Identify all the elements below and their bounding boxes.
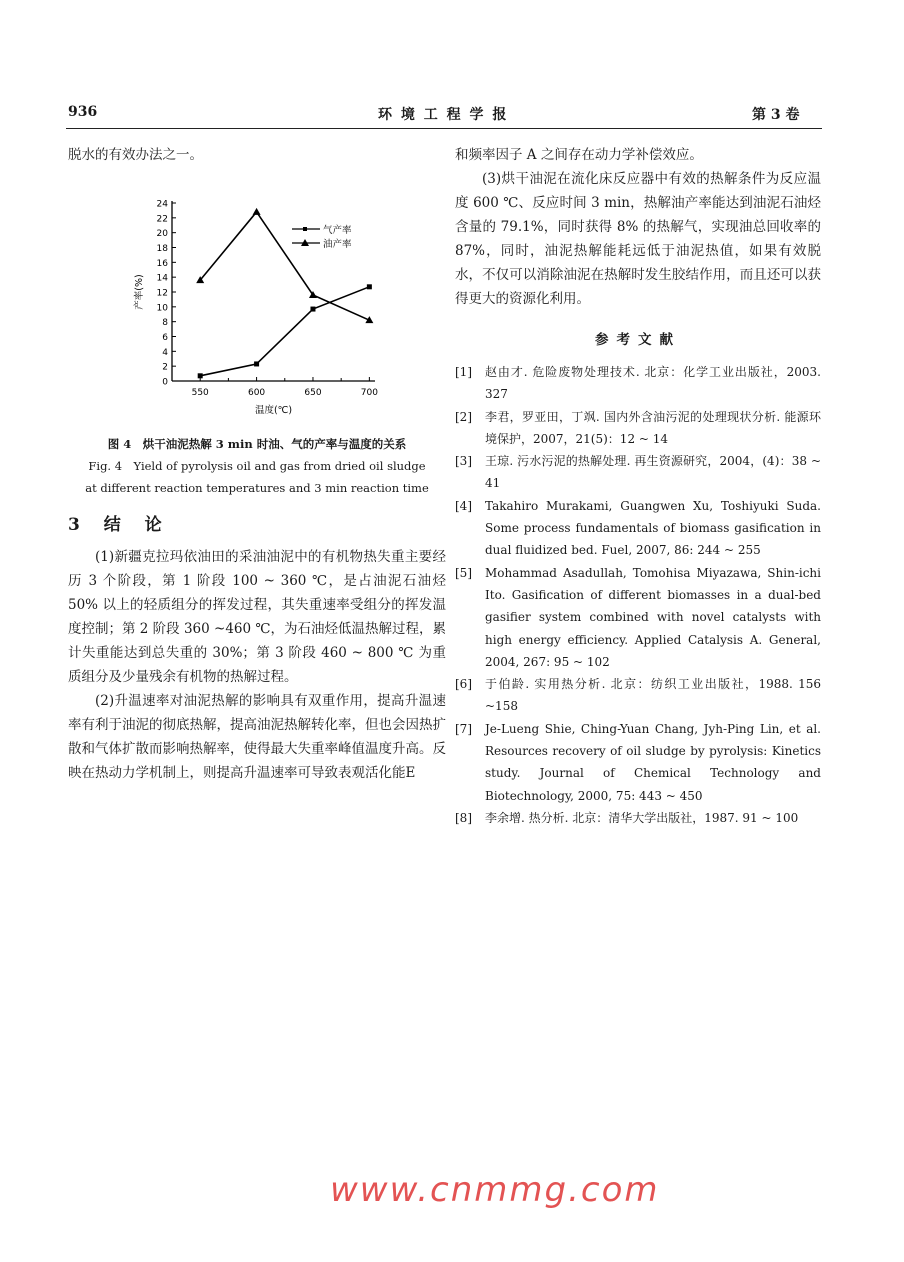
right-column xyxy=(455,143,821,829)
watermark: www.cnmmg.com xyxy=(330,1170,660,1210)
figure-caption xyxy=(68,433,446,499)
y-tick-label: 18 xyxy=(156,244,168,254)
x-tick-label: 600 xyxy=(247,388,266,398)
y-tick-label: 8 xyxy=(162,318,168,329)
y-tick-label: 10 xyxy=(156,303,168,314)
reference-item xyxy=(455,361,821,406)
reference-number: [3] xyxy=(455,454,472,469)
paragraph-3: (3)烘干油泥在流化床反应器中有效的热解条件为反应温度 600 ℃、反应时间 3 min，热解油产率能达到油泥石油烃含量的 79.1%，同时获得 8% 的热解气，实现油总回收率的 87%，同时，油泥热解能耗远低于油泥热值，如果有效脱水，不仅可以消除油泥在热解时发生胶结作用，而且还可以获得更大的资源化利用。 xyxy=(455,171,821,307)
y-tick-label: 12 xyxy=(156,288,168,299)
reference-item xyxy=(455,450,821,495)
volume-label: 第 3 卷 xyxy=(752,107,800,123)
yield-chart xyxy=(120,193,420,425)
x-tick-label: 550 xyxy=(191,388,209,398)
y-tick-label: 14 xyxy=(156,273,168,284)
page-number: 936 xyxy=(68,104,98,120)
x-tick-label: 650 xyxy=(304,388,322,398)
paragraph: 脱水的有效办法之一。 xyxy=(68,147,203,163)
legend-label: 油产率 xyxy=(323,239,352,250)
chart-container xyxy=(68,193,446,425)
y-tick-label: 22 xyxy=(156,214,168,225)
reference-item xyxy=(455,562,821,673)
oil-yield-point xyxy=(253,208,261,215)
reference-number: [1] xyxy=(455,365,472,379)
left-body xyxy=(68,545,446,785)
header-rule xyxy=(66,128,822,129)
reference-item xyxy=(455,495,821,562)
x-tick-label: 700 xyxy=(360,388,378,398)
reference-text: Je-Lueng Shie, Ching-Yuan Chang, Jyh-Ping Lin, et al. Resources recovery of oil sludge by pyrolysis: Kinetics study. Journal of Chemical Technology and Biotechnology, 2000, 75: 443 ~ 450 xyxy=(485,721,821,803)
legend-square-icon xyxy=(303,227,307,231)
reference-text: 王琼. 污水污泥的热解处理. 再生资源研究，2004，(4)：38 ~ 41 xyxy=(485,454,821,491)
y-axis-label: 产率(%) xyxy=(134,274,145,310)
caption-en-1: Fig. 4 Yield of pyrolysis oil and gas from dried oil sludge xyxy=(88,459,426,473)
caption-cn: 图 4 烘干油泥热解 3 min 时油、气的产率与温度的关系 xyxy=(107,437,407,451)
reference-number: [2] xyxy=(455,409,472,424)
reference-text: Takahiro Murakami, Guangwen Xu, Toshiyuki Suda. Some process fundamentals of biomass gasification in dual fluidized bed. Fuel, 2007, 86: 244 ~ 255 xyxy=(485,498,821,558)
legend-label: 气产率 xyxy=(323,225,352,236)
references-list xyxy=(455,361,821,829)
gas-yield-point xyxy=(198,373,203,378)
y-tick-label: 4 xyxy=(162,347,168,358)
x-axis-label: 温度(℃) xyxy=(254,405,293,416)
reference-text: 赵由才. 危险废物处理技术. 北京：化学工业出版社，2003. 327 xyxy=(485,365,821,402)
reference-item xyxy=(455,807,821,829)
reference-number: [7] xyxy=(455,721,472,736)
references-title: 参考文献 xyxy=(595,332,681,348)
journal-title: 环 境 工 程 学 报 xyxy=(378,107,509,123)
left-continued-text xyxy=(68,143,446,167)
gas-yield-point xyxy=(254,361,259,366)
series-line-gas xyxy=(200,287,369,376)
reference-number: [8] xyxy=(455,810,472,825)
right-continued-text: 和频率因子 A 之间存在动力学补偿效应。 xyxy=(455,147,703,163)
reference-item xyxy=(455,718,821,807)
paragraph-2: (2)升温速率对油泥热解的影响具有双重作用，提高升温速率有利于油泥的彻底热解，提高油泥热解转化率，但也会因热扩散和气体扩散而影响热解率，使得最大失重率峰值温度升高。反映在热动力学机制上，则提高升温速率可导致表观活化能E xyxy=(68,693,446,781)
reference-number: [6] xyxy=(455,677,472,692)
y-tick-label: 16 xyxy=(156,258,168,269)
gas-yield-point xyxy=(310,307,315,312)
reference-number: [4] xyxy=(455,498,472,513)
y-tick-label: 0 xyxy=(162,377,168,388)
right-body xyxy=(455,143,821,311)
y-tick-label: 6 xyxy=(162,333,168,343)
paragraph-1: (1)新疆克拉玛依油田的采油油泥中的有机物热失重主要经历 3 个阶段，第 1 阶段 100 ~ 360 ℃，是占油泥石油烃 50% 以上的轻质组分的挥发过程，其失重速率受组分的挥发温度控制；第 2 阶段 360 ~460 ℃，为石油烃低温热解过程，累计失重能达到总失重的 30%；第 3 阶段 460 ~ 800 ℃ 为重质组分及少量残余有机物的热解过程。 xyxy=(68,549,446,685)
reference-text: 李余增. 热分析. 北京：清华大学出版社，1987. 91 ~ 100 xyxy=(485,810,799,825)
gas-yield-point xyxy=(367,284,372,289)
reference-text: 于伯龄. 实用热分析. 北京：纺织工业出版社，1988. 156 ~158 xyxy=(485,677,821,714)
left-column xyxy=(68,143,446,785)
y-tick-label: 20 xyxy=(156,229,168,240)
y-tick-label: 2 xyxy=(162,362,168,373)
reference-item xyxy=(455,406,821,451)
reference-number: [5] xyxy=(455,565,472,580)
reference-item xyxy=(455,673,821,718)
y-tick-label: 24 xyxy=(156,199,168,210)
reference-text: 李君，罗亚田，丁飒. 国内外含油污泥的处理现状分析. 能源环境保护，2007，21(5)：12 ~ 14 xyxy=(485,409,821,446)
reference-text: Mohammad Asadullah, Tomohisa Miyazawa, Shin-ichi Ito. Gasification of different biomasses in a dual-bed gasifier system combined with novel catalysts with high energy efficiency. Applied Catalysis A. General, 2004, 267: 95 ~ 102 xyxy=(485,565,821,669)
section-title: 3 结 论 xyxy=(68,515,162,535)
caption-en-2: at different reaction temperatures and 3 min reaction time xyxy=(85,481,429,495)
